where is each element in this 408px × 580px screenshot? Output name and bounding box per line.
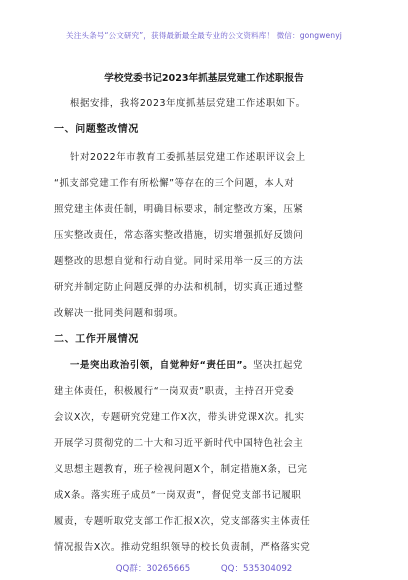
paragraph-line: 改解决一批同类问题和弱项。: [54, 308, 184, 319]
paragraph-line: 义思想主题教育，班子检视问题X个，制定措施X条，已完: [54, 464, 308, 475]
paragraph-line-bold-lead: [70, 360, 376, 372]
section-heading-2: 二、工作开展情况: [54, 334, 139, 345]
lead-rest: 坚决扛起党: [253, 360, 303, 371]
header-note: 关注头条号“公文研究”，获得最新最全最专业的公文资料库！ 微信：gongwenyj: [66, 31, 342, 40]
paragraph-line: 开展学习贯彻党的二十大和习近平新时代中国特色社会主: [54, 438, 304, 449]
paragraph-line: 研究并制定防止问题反弹的办法和机制，切实真正通过整: [54, 282, 304, 293]
paragraph-line: 压实整改责任，常态落实整改措施，切实增强抓好反馈问: [54, 230, 304, 241]
paragraph-line: 照党建主体责任制，明确目标要求，制定整改方案，压紧: [54, 204, 304, 215]
bold-lead: 一是突出政治引领，自觉种好“责任田”。: [70, 360, 254, 371]
footer-qq: QQ：535304092: [220, 564, 293, 574]
paragraph-line: 针对2022年市教育工委抓基层党建工作述职评议会上: [70, 152, 306, 163]
paragraph-line: 成X条。落实班子成员“一岗双责”，督促党支部书记履职: [54, 490, 302, 501]
paragraph-line: 会议X次，专题研究党建工作X次，带头讲党课X次。扎实: [54, 412, 305, 423]
paragraph-line: 建主体责任，积极履行“一岗双责”职责，主持召开党委: [54, 386, 295, 397]
paragraph-line: “抓支部党建工作有所松懈”等存在的三个问题，本人对: [54, 178, 295, 189]
paragraph-line: 情况报告X次。推动党组织领导的校长负责制，严格落实党: [54, 542, 311, 553]
paragraph-line: 根据安排，我将2023年度抓基层党建工作述职如下。: [70, 98, 306, 109]
section-heading-1: 一、问题整改情况: [54, 124, 139, 135]
footer-qq-group: QQ群：30265665: [115, 564, 191, 574]
paragraph-line: 题整改的思想自觉和行动自觉。同时采用举一反三的方法: [54, 256, 304, 267]
document-title: 学校党委书记2023年抓基层党建工作述职报告: [104, 73, 304, 84]
footer: [0, 562, 408, 574]
paragraph-line: 履责，专题听取党支部工作汇报X次，党支部落实主体责任: [54, 516, 311, 527]
